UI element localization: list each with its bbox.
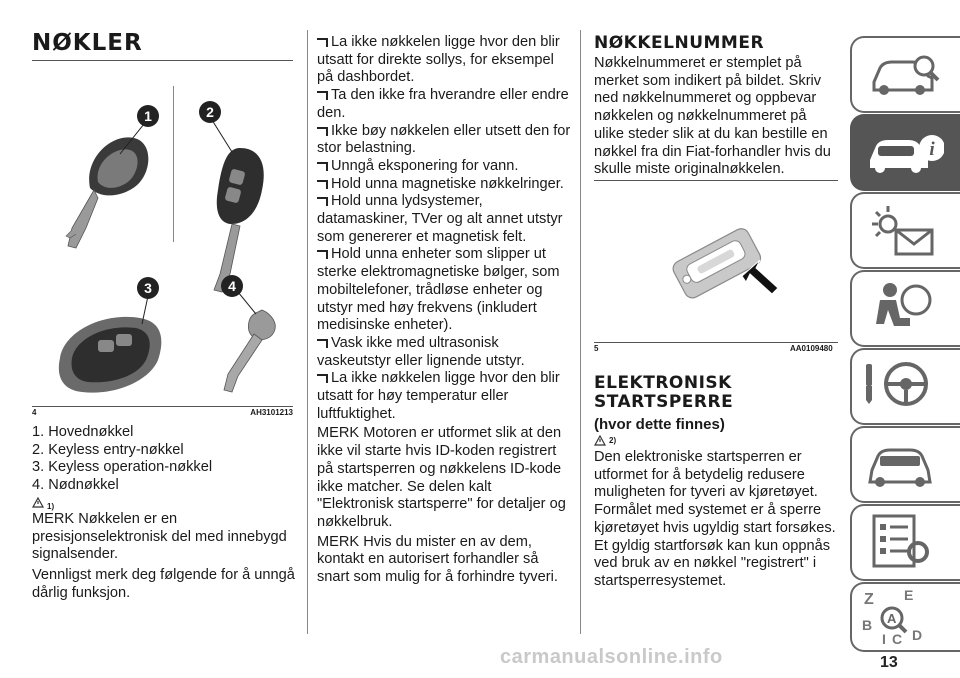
figure-keys bbox=[32, 78, 295, 417]
svg-text:i: i bbox=[929, 139, 935, 160]
svg-text:B: B bbox=[862, 617, 873, 633]
key-bullet-icon bbox=[317, 197, 328, 206]
svg-text:I: I bbox=[882, 631, 886, 647]
figure-bottom-rule bbox=[32, 406, 293, 407]
tab-maintenance[interactable] bbox=[850, 426, 960, 503]
list-item-text: Hold unna enheter som slipper ut sterke elektromagnetiske bølger, som mobiltelefoner, trådløse enheter og utstyr med høy frekvens (inkludert medisinske enheter). bbox=[317, 246, 560, 334]
svg-text:C: C bbox=[892, 631, 903, 647]
warning-ref-number: 2) bbox=[609, 436, 617, 445]
page-number: 13 bbox=[880, 654, 898, 671]
key-number-paragraph: Nøkkelnummeret er stemplet på merket som indikert på bildet. Skriv ned nøkkelnummeret og oppbevar nøkkelen og nøkkelnummeret på ulike steder slik at du kan bestille en nøkkel fra din Fiat-forhandler hvis du skulle miste originalnøkkelen. bbox=[594, 55, 831, 178]
emergency-key-image bbox=[224, 292, 275, 392]
warning-triangle-icon bbox=[32, 497, 44, 508]
list-item bbox=[317, 246, 571, 335]
figure-5-number: 5 bbox=[594, 344, 599, 353]
keys-illustration bbox=[32, 78, 295, 413]
section-title-nokler: NØKLER bbox=[32, 30, 143, 56]
key-bullet-icon bbox=[317, 162, 328, 171]
section-title-nokkelnummer: NØKKELNUMMER bbox=[594, 33, 765, 53]
main-key-image bbox=[66, 124, 148, 248]
svg-text:E: E bbox=[904, 588, 914, 603]
key-bullet-icon bbox=[317, 250, 328, 259]
car-search-icon bbox=[866, 46, 946, 106]
tech-data-icon bbox=[866, 512, 946, 572]
key-list bbox=[32, 424, 297, 495]
list-item bbox=[317, 158, 571, 176]
list-item bbox=[317, 87, 571, 122]
column-3-body bbox=[594, 374, 838, 591]
note-paragraph: MERK Motoren er utformet slik at den ikke vil starte hvis ID-koden registrert på startsperren og nøkkelens ID-kode ikke matcher. Se delen kalt "Elektronisk startsperre" for detaljer og nøkkelbruk. bbox=[317, 425, 566, 530]
list-item-text: Hold unna magnetiske nøkkelringer. bbox=[331, 175, 564, 192]
warning-ref-2 bbox=[594, 433, 838, 449]
list-item bbox=[317, 370, 571, 423]
key-bullet-icon bbox=[317, 339, 328, 348]
key-tag-illustration bbox=[594, 186, 838, 340]
warning-triangle-icon bbox=[594, 435, 606, 446]
key-bullet-icon bbox=[317, 91, 328, 100]
list-item-text: Vask ikke med ultrasonisk vaskeutstyr eller lignende utstyr. bbox=[317, 334, 525, 369]
list-item: 2. Keyless entry-nøkkel bbox=[32, 441, 184, 458]
tab-knowing-your-car[interactable] bbox=[850, 36, 960, 113]
list-item bbox=[317, 123, 571, 158]
section-title-immobilizer-line2: STARTSPERRE bbox=[594, 392, 734, 412]
alphabetical-index-icon bbox=[862, 588, 942, 648]
column-3-header bbox=[594, 34, 838, 179]
callout-2-text: 2 bbox=[206, 104, 214, 120]
list-item-text: La ikke nøkkelen ligge hvor den blir utsatt for høy temperatur eller luftfuktighet. bbox=[317, 370, 560, 422]
list-item bbox=[317, 176, 571, 194]
list-item: 4. Nødnøkkel bbox=[32, 477, 119, 494]
watermark: carmanualsonline.info bbox=[500, 646, 723, 668]
key-bullet-icon bbox=[317, 38, 328, 47]
list-item-text: Ta den ikke fra hverandre eller endre den. bbox=[317, 87, 569, 121]
note-paragraph: MERK Hvis du mister en av dem, kontakt en autorisert forhandler så snart som mulig for å forhindre tyveri. bbox=[317, 533, 558, 586]
column-1-body bbox=[32, 424, 297, 602]
list-item-text: Unngå eksponering for vann. bbox=[331, 157, 519, 174]
callout-4-text: 4 bbox=[228, 278, 236, 294]
immobilizer-paragraph: Den elektroniske startsperren er utformet for å betydelig redusere muligheten for tyveri av kjøretøyet. Formålet med systemet er å sperre kjøretøyet hvis ugyldig start forsøkes. Et gyldig startforsøk kan kun oppnås ved bruk av en nøkkel "registrert" i startsperresystemet. bbox=[594, 449, 836, 589]
warning-lights-icon bbox=[866, 202, 946, 262]
title-rule bbox=[32, 60, 293, 61]
list-item-text: Hold unna lydsystemer, datamaskiner, TVer og alt annet utstyr som genererer et magnetisk felt. bbox=[317, 193, 563, 245]
tab-starting-driving[interactable] bbox=[850, 348, 960, 425]
tab-alphabetical-index[interactable] bbox=[850, 582, 960, 652]
steering-wheel-icon bbox=[862, 356, 942, 416]
figure-4-number: 4 bbox=[32, 408, 37, 417]
column-1 bbox=[32, 30, 295, 61]
tab-safety[interactable] bbox=[850, 270, 960, 347]
figure-5-code: AA0109480 bbox=[790, 344, 833, 353]
note-paragraph: MERK Nøkkelen er en presisjonselektronisk del med innebygd signalsender. bbox=[32, 510, 287, 563]
precaution-list bbox=[317, 34, 571, 423]
airbag-icon bbox=[866, 278, 946, 338]
section-title-immobilizer-line1: ELEKTRONISK bbox=[594, 373, 732, 393]
svg-text:Z: Z bbox=[864, 591, 874, 608]
key-bullet-icon bbox=[317, 180, 328, 189]
warning-ref-1 bbox=[32, 495, 297, 511]
figure-5-bottom-rule bbox=[594, 342, 838, 343]
column-divider-2 bbox=[580, 30, 581, 634]
intro-paragraph: Vennligst merk deg følgende for å unngå dårlig funksjon. bbox=[32, 566, 295, 601]
list-item bbox=[317, 193, 571, 246]
svg-text:D: D bbox=[912, 627, 923, 643]
list-item: 3. Keyless operation-nøkkel bbox=[32, 459, 213, 476]
section-subtitle: (hvor dette finnes) bbox=[594, 416, 725, 433]
list-item-text: La ikke nøkkelen ligge hvor den blir utsatt for direkte sollys, for eksempel på dashbordet. bbox=[317, 34, 560, 86]
callout-3-text: 3 bbox=[144, 280, 152, 296]
car-info-icon bbox=[864, 124, 944, 184]
keyless-operation-key-image bbox=[59, 296, 162, 393]
figure-key-tag bbox=[594, 186, 838, 340]
callout-2 bbox=[199, 101, 221, 123]
key-bullet-icon bbox=[317, 127, 328, 136]
svg-text:A: A bbox=[887, 611, 897, 626]
callout-4 bbox=[221, 275, 243, 297]
keyless-entry-key-image bbox=[212, 120, 264, 292]
callout-1-text: 1 bbox=[144, 108, 152, 124]
callout-1 bbox=[137, 105, 159, 127]
column-divider-1 bbox=[307, 30, 308, 634]
tab-warning-lights[interactable] bbox=[850, 192, 960, 269]
list-item bbox=[317, 34, 571, 87]
tab-technical-data[interactable] bbox=[850, 504, 960, 581]
callout-3 bbox=[137, 277, 159, 299]
column-2-body bbox=[317, 34, 571, 587]
figure-5-top-rule bbox=[594, 180, 838, 181]
key-bullet-icon bbox=[317, 374, 328, 383]
warning-ref-number: 1) bbox=[47, 501, 55, 511]
tab-knowing-instrument-panel[interactable] bbox=[850, 114, 960, 191]
car-service-icon bbox=[864, 436, 944, 496]
list-item-text: Ikke bøy nøkkelen eller utsett den for stor belastning. bbox=[317, 122, 571, 157]
list-item: 1. Hovednøkkel bbox=[32, 424, 134, 440]
figure-4-code: AH3101213 bbox=[250, 408, 293, 417]
list-item bbox=[317, 335, 571, 370]
